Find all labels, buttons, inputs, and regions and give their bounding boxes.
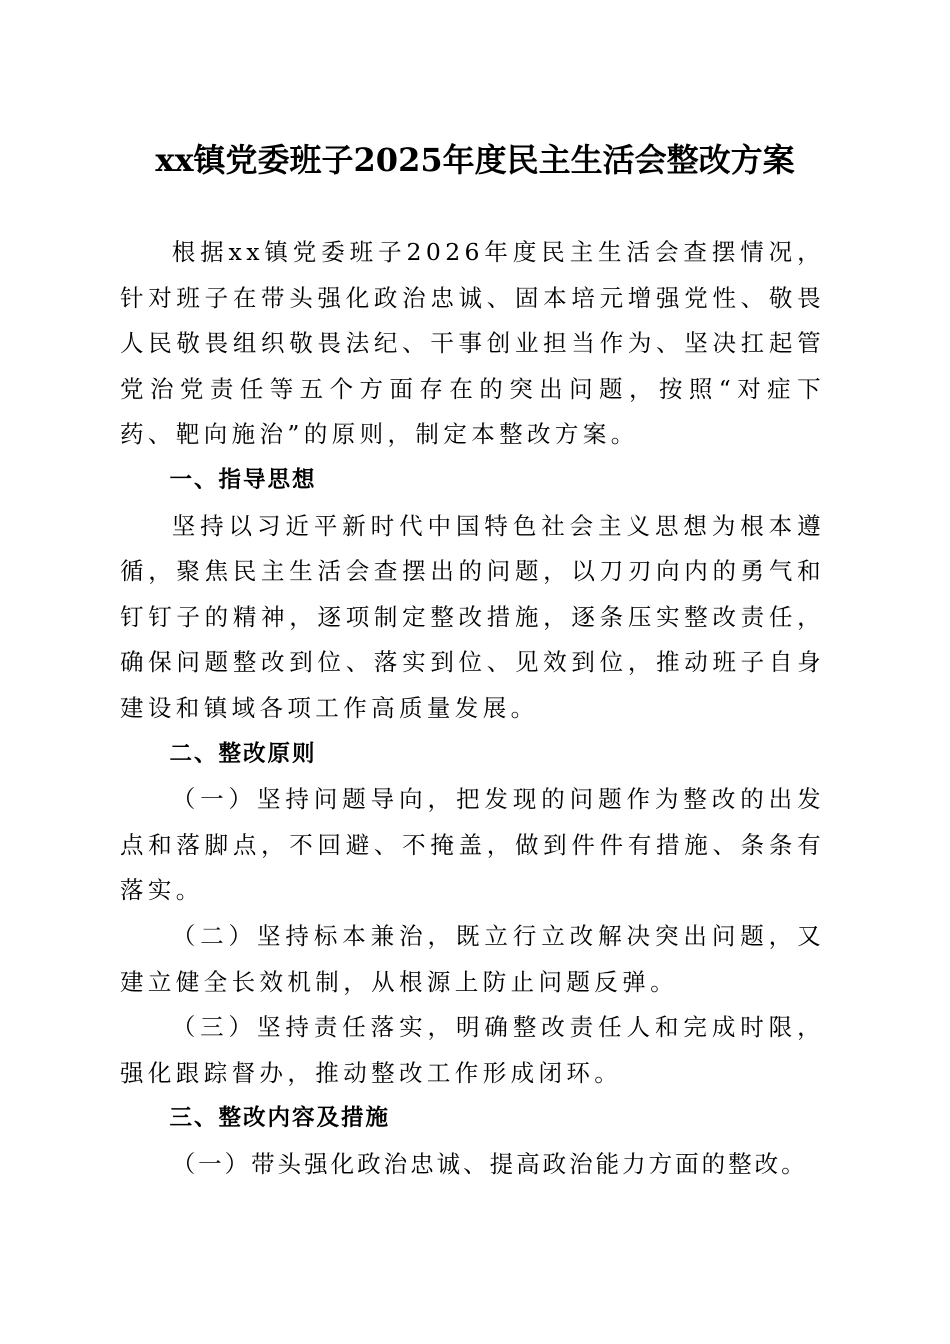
content-measures-paragraph-1: （一）带头强化政治忠诚、提高政治能力方面的整改。 [171,1149,808,1178]
principle-paragraph-3: （三）坚持责任落实，明确整改责任人和完成时限，强化跟踪督办，推动整改工作形成闭环。 [120,1013,825,1087]
section-heading-content-measures: 三、整改内容及措施 [169,1105,391,1132]
intro-paragraph: 根据xx镇党委班子2026年度民主生活会查摆情况，针对班子在带头强化政治忠诚、固本培元增强党性、敬畏人民敬畏组织敬畏法纪、干事创业担当作为、坚决扛起管党治党责任等五个方面存在的突出问题，按照“对症下药、靶向施治”的原则，制定本整改方案。 [120,238,825,449]
section-heading-principles: 二、整改原则 [169,740,317,767]
guiding-ideology-paragraph: 坚持以习近平新时代中国特色社会主义思想为根本遵循，聚焦民主生活会查摆出的问题，以刀刃向内的勇气和钉钉子的精神，逐项制定整改措施，逐条压实整改责任，确保问题整改到位、落实到位、见效到位，推动班子自身建设和镇域各项工作高质量发展。 [120,511,825,722]
section-heading-guiding-ideology: 一、指导思想 [169,466,317,493]
document-body [120,230,825,1187]
document-title: xx镇党委班子2025年度民主生活会整改方案 [155,141,795,179]
principle-paragraph-1: （一）坚持问题导向，把发现的问题作为整改的出发点和落脚点，不回避、不掩盖，做到件件有措施、条条有落实。 [120,785,825,905]
principle-paragraph-2: （二）坚持标本兼治，既立行立改解决突出问题，又建立健全长效机制，从根源上防止问题反弹。 [120,921,825,996]
